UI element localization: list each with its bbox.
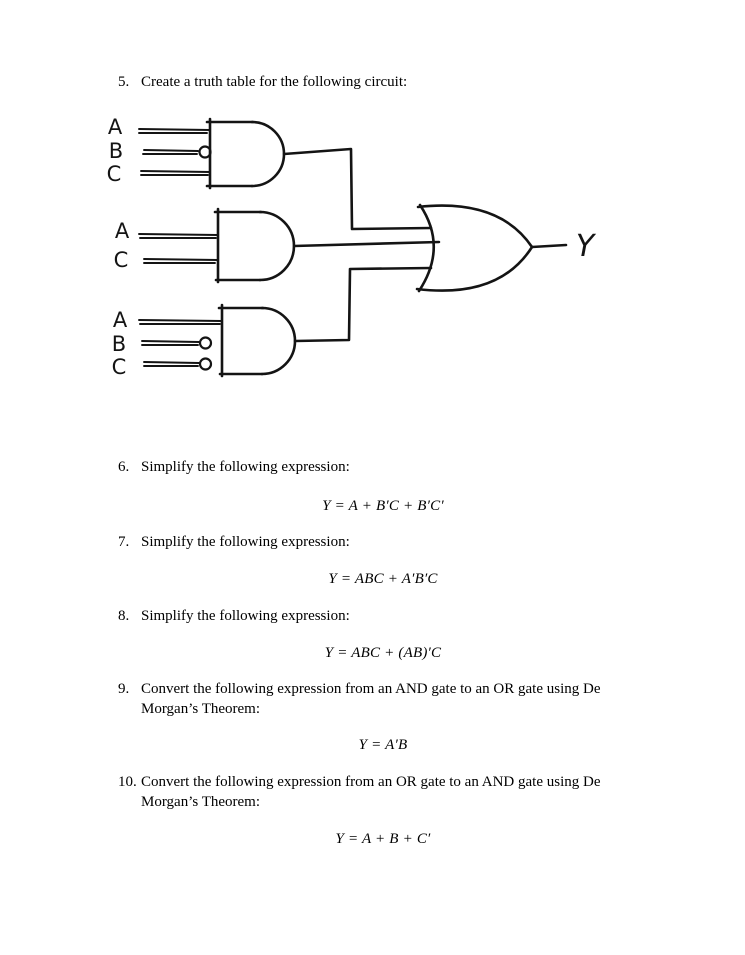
or-top-curve: [418, 206, 532, 247]
inversion-bubble-c3: [200, 359, 211, 370]
input-label-b3: B: [111, 332, 127, 356]
question-text: Simplify the following expression:: [141, 459, 350, 475]
input-label-a3: A: [112, 308, 128, 332]
expression-6: Y = A + B′C + B′C′: [322, 498, 444, 514]
input-label-a2: A: [114, 219, 130, 243]
question-7: [118, 532, 634, 552]
question-number: 7.: [118, 534, 130, 550]
inversion-bubble-b3: [200, 338, 211, 349]
expression-10: Y = A + B + C′: [335, 831, 431, 847]
question-6: [118, 457, 634, 477]
input-wire-c2: [144, 259, 218, 263]
circuit-diagram: [95, 100, 635, 400]
input-label-c3: C: [111, 355, 127, 379]
question-10: [118, 772, 634, 812]
and1-output-wire: [284, 149, 431, 229]
input-wire-a1: [139, 129, 210, 133]
and3-arc: [262, 308, 295, 374]
and2-arc: [260, 212, 294, 280]
output-label-y: Y: [575, 229, 595, 264]
input-wire-c1: [141, 171, 210, 175]
input-wire-b3: [142, 341, 199, 345]
question-text: Create a truth table for the following circuit:: [141, 74, 408, 90]
input-wire-b1: [143, 150, 198, 154]
expression-7: Y = ABC + A′B′C: [328, 571, 438, 587]
expression-8: Y = ABC + (AB)′C: [324, 645, 442, 661]
question-8: [118, 606, 634, 626]
input-label-a1: A: [107, 115, 123, 139]
question-text: Convert the following expression from an OR gate to an AND gate using De Morgan’s Theorem:: [141, 774, 601, 810]
question-number: 9.: [118, 681, 130, 697]
input-label-c1: C: [106, 162, 122, 186]
and1-arc: [252, 122, 284, 186]
input-wire-a3: [139, 320, 222, 324]
input-label-c2: C: [113, 248, 129, 272]
and3-output-wire: [295, 268, 431, 341]
input-label-b1: B: [108, 139, 124, 163]
question-text: Simplify the following expression:: [141, 608, 350, 624]
input-wire-a2: [139, 234, 218, 238]
and-gate-3: [112, 268, 431, 379]
or-back-curve: [419, 205, 434, 291]
question-5: [118, 72, 634, 92]
input-wire-c3: [144, 362, 199, 366]
question-text: Simplify the following expression:: [141, 534, 350, 550]
expression-9: Y = A′B: [358, 737, 408, 753]
or-output-wire: [532, 245, 566, 247]
question-number: 5.: [118, 74, 130, 90]
question-number: 10.: [118, 774, 137, 790]
question-text: Convert the following expression from an AND gate to an OR gate using De Morgan’s Theorem:: [141, 681, 601, 717]
question-number: 6.: [118, 459, 130, 475]
or-gate: [417, 205, 597, 291]
question-9: [118, 679, 634, 719]
and-gate-2: [114, 209, 439, 282]
and2-output-wire: [294, 242, 439, 246]
question-number: 8.: [118, 608, 130, 624]
